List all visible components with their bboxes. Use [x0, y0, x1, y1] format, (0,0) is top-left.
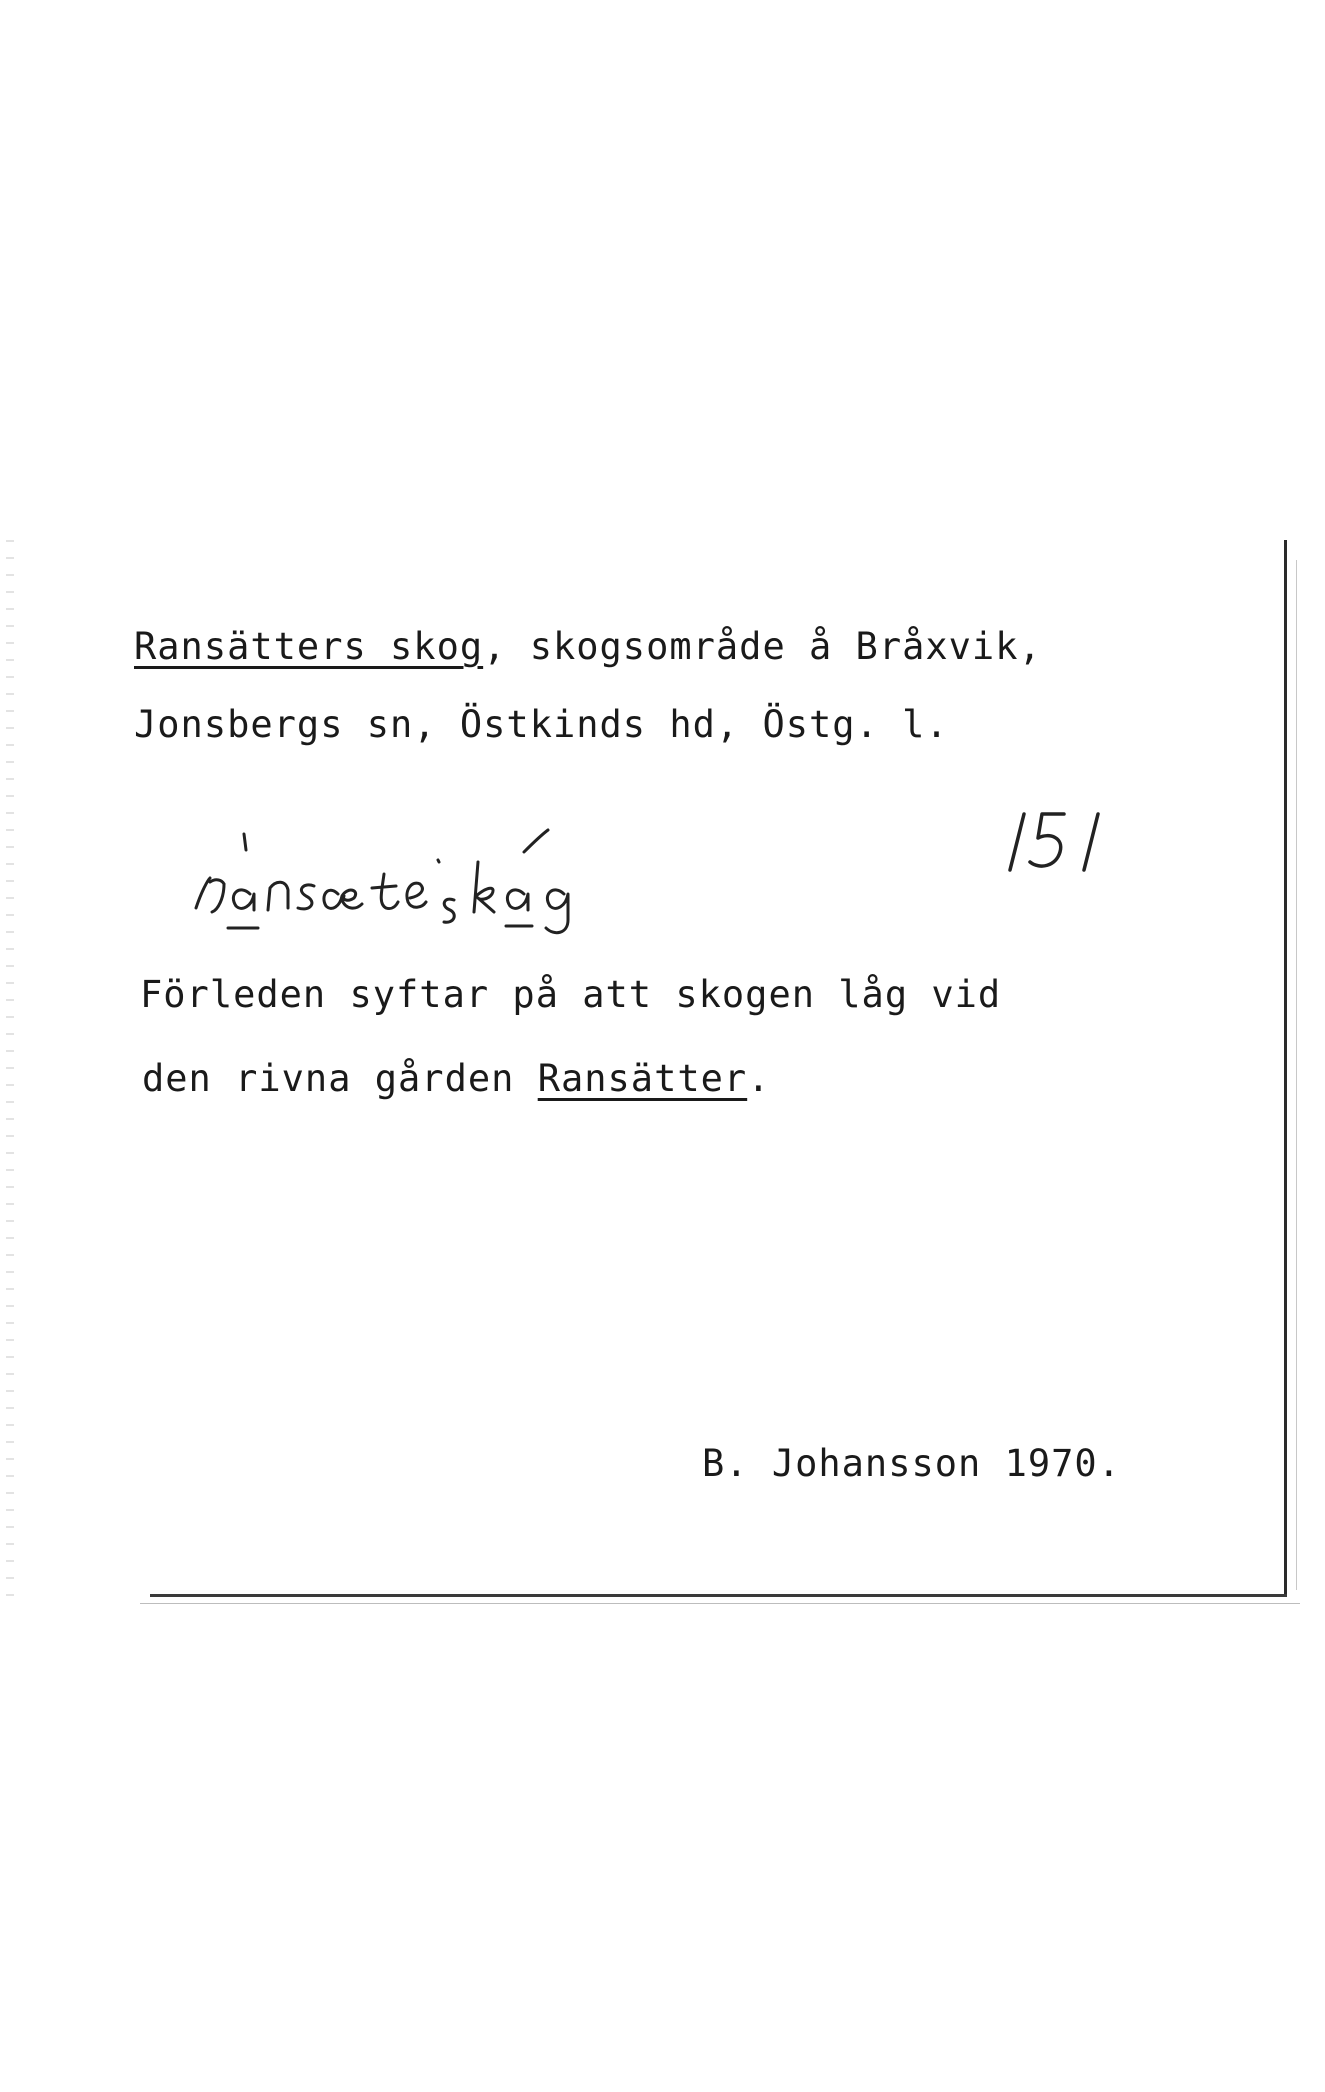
heading-description: , skogsområde å Bråxvik,: [483, 625, 1042, 668]
heading-line-2: Jonsbergs sn, Östkinds hd, Östg. l.: [134, 703, 949, 746]
card-edge-right-shadow: [1296, 560, 1297, 1590]
place-name: Ransätters skog: [134, 625, 484, 668]
body-line-2: [142, 1057, 771, 1100]
card-edge-bottom: [150, 1594, 1287, 1597]
scan-noise: [6, 540, 14, 1600]
body-line-2-end: .: [747, 1057, 771, 1100]
heading-line-1: [134, 625, 1042, 668]
phonetic-transcription-handwriting: [188, 820, 658, 940]
signature: B. Johansson 1970.: [702, 1442, 1121, 1485]
body-line-1: Förleden syftar på att skogen låg vid: [140, 973, 1002, 1016]
farm-name: Ransätter: [537, 1057, 748, 1100]
body-line-2-text: den rivna gården: [142, 1057, 538, 1100]
card-edge-bottom-shadow: [140, 1603, 1300, 1604]
card-number-handwriting: [1006, 808, 1126, 878]
card-edge-right: [1284, 540, 1287, 1596]
